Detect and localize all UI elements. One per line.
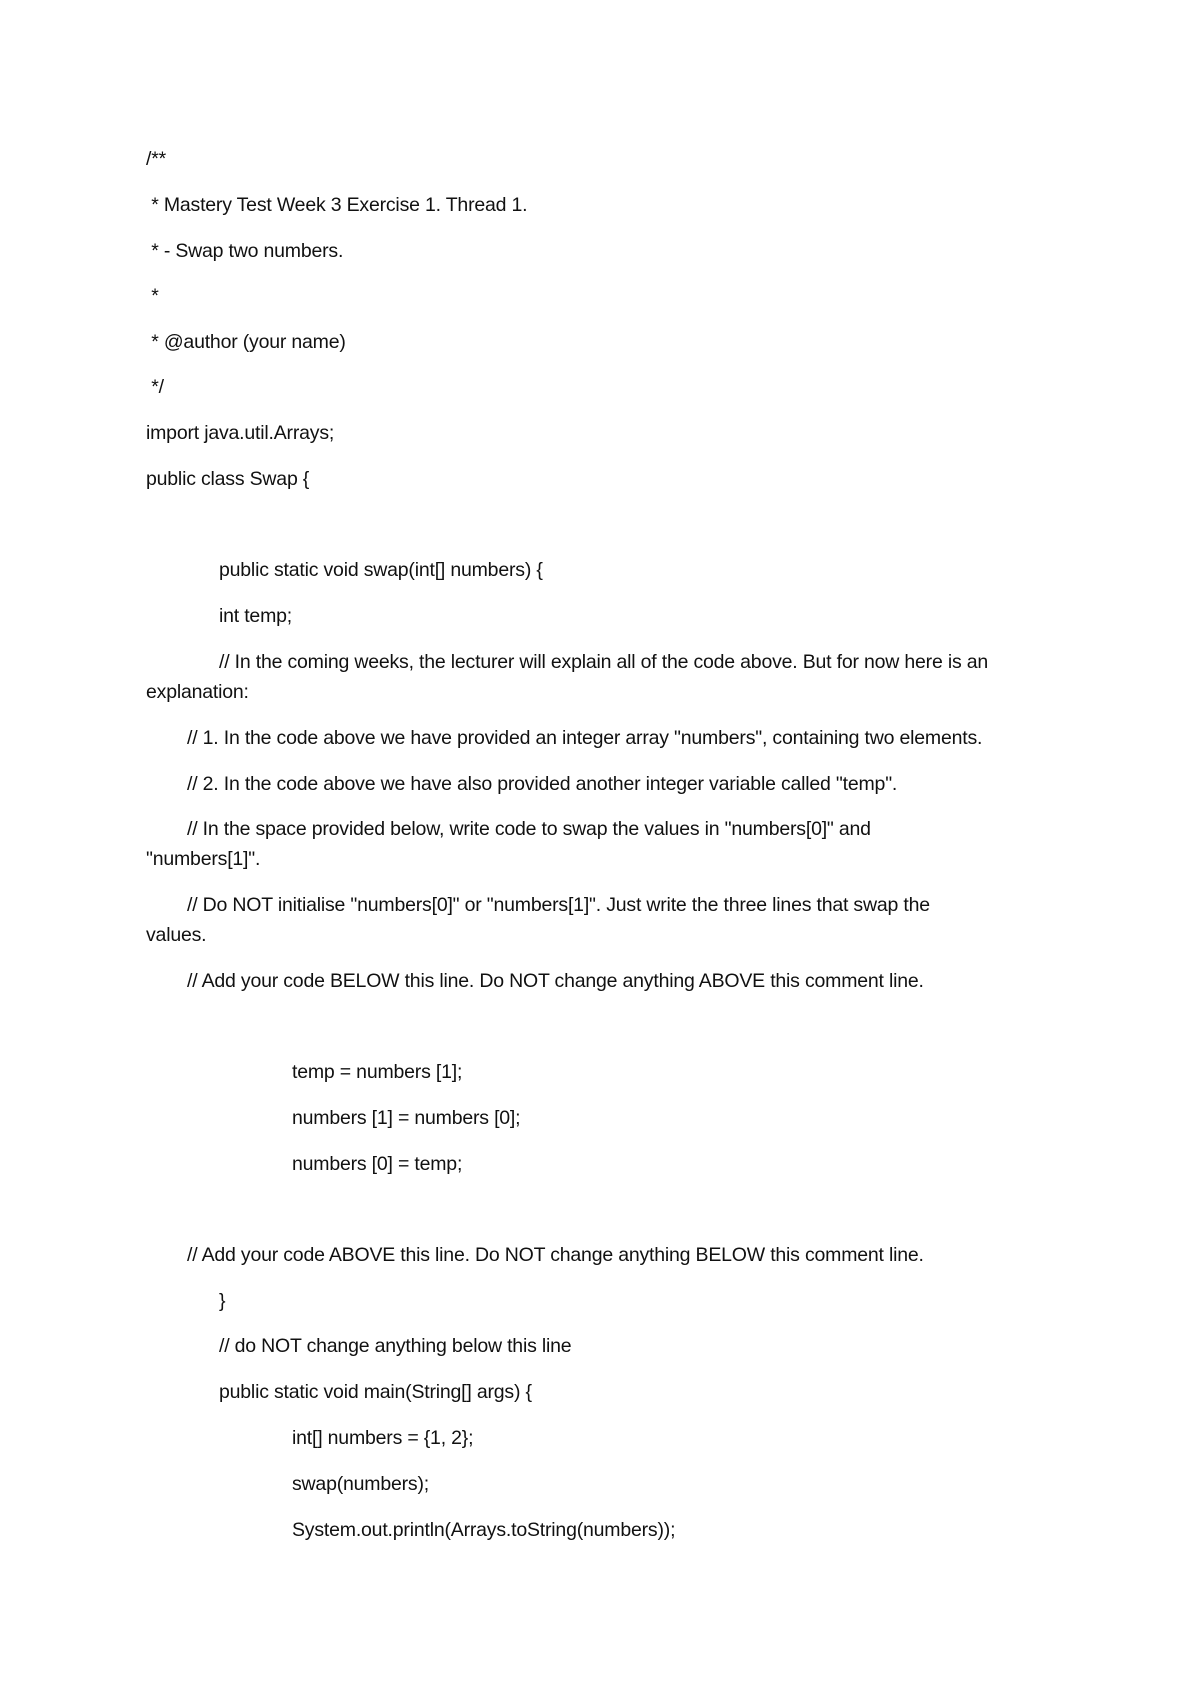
instruction-comment-3-line-1: // In the space provided below, write code to swap the values in "numbers[0]" and: [187, 818, 871, 840]
instruction-comment-4-line-1: // Do NOT initialise "numbers[0]" or "numbers[1]". Just write the three lines that swap the: [187, 894, 930, 916]
swap-call: swap(numbers);: [292, 1473, 429, 1495]
swap-method-signature: public static void swap(int[] numbers) {: [219, 559, 543, 581]
swap-line-2: numbers [1] = numbers [0];: [292, 1107, 521, 1129]
instruction-comment-4-line-2: values.: [146, 924, 207, 946]
comment-author: * @author (your name): [146, 331, 346, 353]
instruction-comment-3-line-2: "numbers[1]".: [146, 848, 261, 870]
swap-method-close-brace: }: [219, 1290, 226, 1312]
explanation-comment-line-1: // In the coming weeks, the lecturer will explain all of the code above. But for now here is an: [219, 651, 989, 673]
swap-line-3: numbers [0] = temp;: [292, 1153, 463, 1175]
comment-title: * Mastery Test Week 3 Exercise 1. Thread 1.: [146, 194, 528, 216]
class-declaration: public class Swap {: [146, 468, 310, 490]
main-method-signature: public static void main(String[] args) {: [219, 1381, 532, 1403]
explanation-comment-line-2: explanation:: [146, 681, 249, 703]
comment-close: */: [146, 376, 164, 398]
import-statement: import java.util.Arrays;: [146, 422, 335, 444]
add-code-below-comment: // Add your code BELOW this line. Do NOT change anything ABOVE this comment line.: [187, 970, 924, 992]
comment-blank: *: [146, 285, 159, 307]
add-code-above-comment: // Add your code ABOVE this line. Do NOT change anything BELOW this comment line.: [187, 1244, 924, 1266]
instruction-comment-2: // 2. In the code above we have also provided another integer variable called "temp".: [187, 773, 898, 795]
comment-open: /**: [146, 148, 166, 170]
comment-description: * - Swap two numbers.: [146, 240, 344, 262]
temp-declaration: int temp;: [219, 605, 292, 627]
println-call: System.out.println(Arrays.toString(numbers));: [292, 1519, 676, 1541]
do-not-change-comment: // do NOT change anything below this line: [219, 1335, 572, 1357]
instruction-comment-1: // 1. In the code above we have provided an integer array "numbers", containing two elements.: [187, 727, 983, 749]
swap-line-1: temp = numbers [1];: [292, 1061, 463, 1083]
numbers-array-declaration: int[] numbers = {1, 2};: [292, 1427, 474, 1449]
